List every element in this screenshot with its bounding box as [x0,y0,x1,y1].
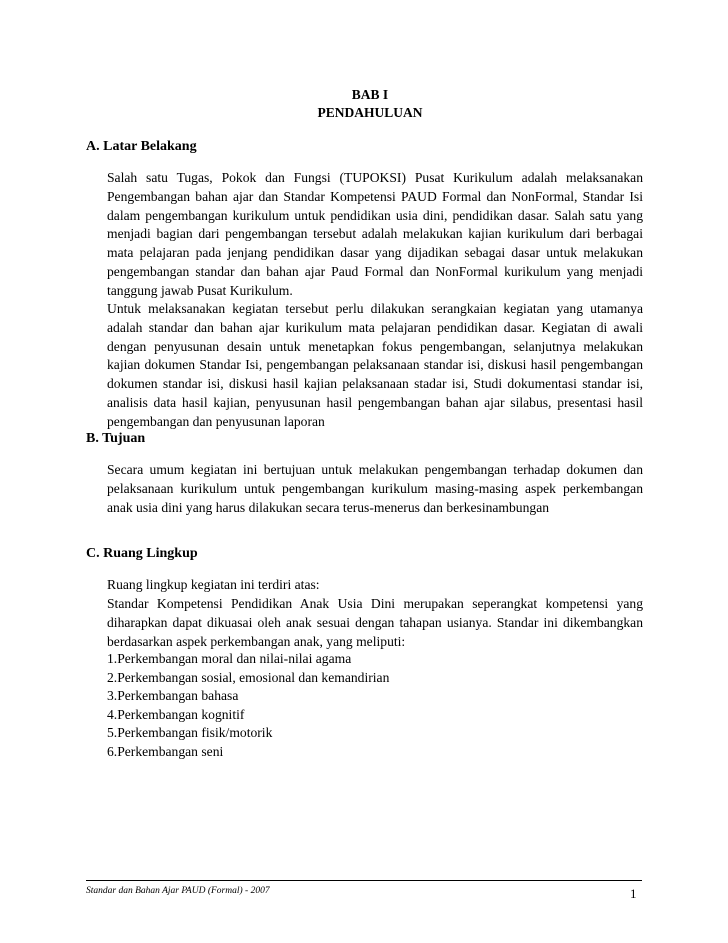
list-item: 2.Perkembangan sosial, emosional dan kemandirian [107,669,390,685]
section-c-title: C. Ruang Lingkup [86,546,198,561]
development-aspects-list [107,650,643,762]
section-c-intro: Ruang lingkup kegiatan ini terdiri atas: [107,577,320,592]
section-b-paragraph-1: Secara umum kegiatan ini bertujuan untuk melakukan pengembangan terhadap dokumen dan pelaksanaan kurikulum untuk pengembangan kurikulum masing-masing aspek perkembangan anak usia dini yang harus dilakukan secara terus-menerus dan berkesinambungan [107,462,643,515]
footer-source: Standar dan Bahan Ajar PAUD (Formal) - 2007 [86,886,270,896]
section-c-paragraph-1: Standar Kompetensi Pendidikan Anak Usia Dini merupakan seperangkat kompetensi yang diharapkan dapat dikuasai oleh anak sesuai dengan tahapan usianya. Standar ini dikembangkan berdasarkan aspek perkembangan anak, yang meliputi: [107,596,643,649]
list-item: 6.Perkembangan seni [107,743,224,759]
chapter-label: BAB I [351,87,389,102]
section-b-title: B. Tujuan [86,431,146,446]
list-item: 5.Perkembangan fisik/motorik [107,725,273,741]
page-number: 1 [630,886,637,901]
section-a-paragraph-1: Salah satu Tugas, Pokok dan Fungsi (TUPOKSI) Pusat Kurikulum adalah melaksanakan Pengembangan bahan ajar dan Standar Kompetensi PAUD Formal dan NonFormal, Standar Isi dalam pengembangan kurikulum untuk pendidikan usia dini, pendidikan dasar. Salah satu yang menjadi bagian dari pengembangan tersebut adalah melakukan kajian kurikulum dari berbagai mata pelajaran pada jenjang pendidikan dasar yang dijadikan sebagai dasar untuk melakukan pengembangan standar dan bahan ajar Paud Formal dan NonFormal kurikulum yang menjadi tanggung jawab Pusat Kurikulum. [107,170,643,298]
list-item: 1.Perkembangan moral dan nilai-nilai agama [107,651,352,666]
list-item: 3.Perkembangan bahasa [107,688,239,704]
footer-divider [86,880,642,881]
section-a-title: A. Latar Belakang [86,139,197,154]
chapter-title: PENDAHULUAN [317,105,423,120]
section-a-paragraph-2: Untuk melaksanakan kegiatan tersebut perlu dilakukan serangkaian kegiatan yang utamanya adalah standar dan bahan ajar kurikulum mata pelajaran pendidikan dasar. Kegiatan di awali dengan penyusunan desain untuk menetapkan fokus pengembangan, selanjutnya melakukan kajian dokumen Standar Isi, pengembangan pelaksanaan standar isi, diskusi hasil pengembangan dokumen standar isi, diskusi hasil kajian pelaksanaan stadar isi, Studi dokumentasi standar isi, analisis data hasil kajian, penyusunan hasil pengembangan bahan ajar silabus, presentasi hasil pengembangan dan penyusunan laporan [107,301,643,429]
list-item: 4.Perkembangan kognitif [107,706,245,722]
